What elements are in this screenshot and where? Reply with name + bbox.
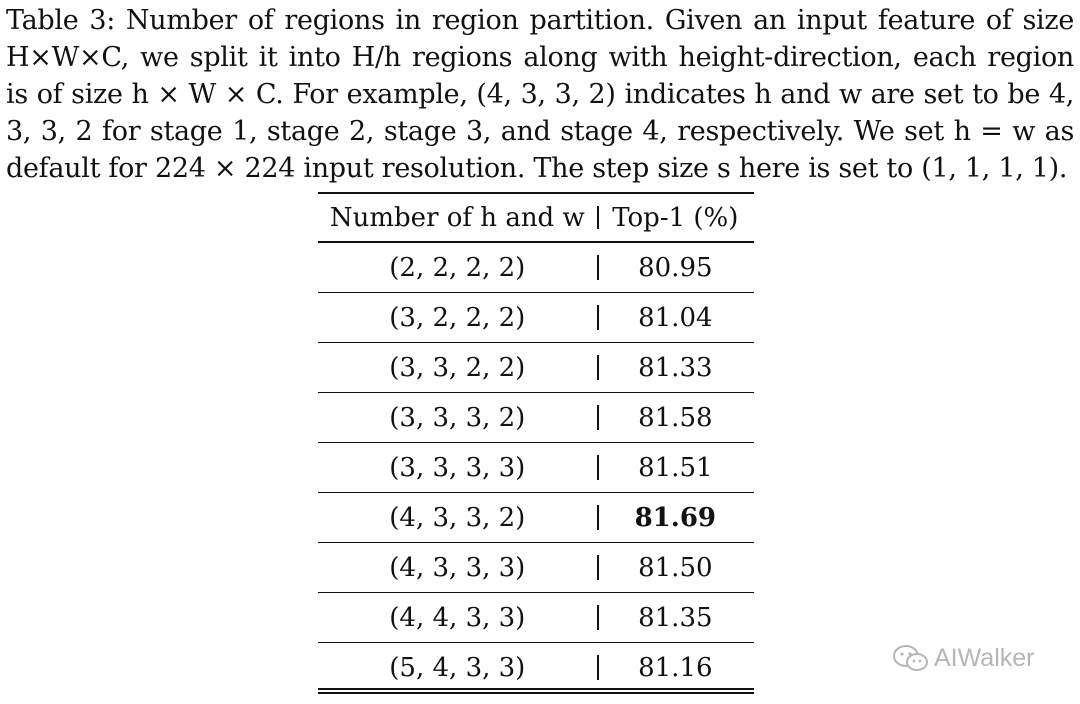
table-bottom-rule [318, 688, 754, 694]
caption-line: Table 3: Number of regions in region partition. Given an input feature of size [6, 5, 1074, 36]
table-row [318, 242, 754, 293]
caption-line: 3, 3, 2 for stage 1, stage 2, stage 3, and stage 4, respectively. We set h = w as [6, 116, 1074, 147]
table-row [318, 493, 754, 543]
wechat-icon [892, 644, 930, 672]
caption-line: is of size h × W × C. For example, (4, 3, 3, 2) indicates h and w are set to be 4, [6, 79, 1074, 110]
table-row [318, 393, 754, 443]
table-row [318, 543, 754, 593]
cell-top1: 81.16 [597, 643, 754, 693]
cell-config: (3, 3, 3, 3) [318, 443, 597, 493]
cell-top1: 81.04 [597, 293, 754, 343]
table-row [318, 593, 754, 643]
cell-config: (4, 3, 3, 3) [318, 543, 597, 593]
caption-line: default for 224 × 224 input resolution. The step size s here is set to (1, 1, 1, 1). [6, 153, 1068, 184]
table-header-row [318, 193, 754, 242]
results-table-container [318, 192, 754, 692]
cell-config: (3, 3, 2, 2) [318, 343, 597, 393]
table-row [318, 443, 754, 493]
table-row [318, 343, 754, 393]
cell-config: (2, 2, 2, 2) [318, 242, 597, 293]
watermark [892, 640, 1050, 676]
cell-config: (3, 3, 3, 2) [318, 393, 597, 443]
table-caption [6, 2, 1074, 187]
table-row [318, 293, 754, 343]
caption-line: H×W×C, we split it into H/h regions along with height-direction, each region [6, 42, 1074, 73]
watermark-text: AIWalker [934, 643, 1035, 672]
cell-config: (4, 4, 3, 3) [318, 593, 597, 643]
table-row [318, 643, 754, 693]
cell-top1: 80.95 [597, 242, 754, 293]
cell-top1: 81.58 [597, 393, 754, 443]
cell-config: (4, 3, 3, 2) [318, 493, 597, 543]
table-body [318, 242, 754, 692]
cell-top1: 81.35 [597, 593, 754, 643]
cell-top1: 81.33 [597, 343, 754, 393]
cell-config: (3, 2, 2, 2) [318, 293, 597, 343]
results-table [318, 192, 754, 692]
cell-top1: 81.50 [597, 543, 754, 593]
cell-top1: 81.69 [597, 493, 754, 543]
cell-config: (5, 4, 3, 3) [389, 652, 526, 683]
header-config: Number of h and w [318, 193, 597, 242]
cell-top1: 81.51 [597, 443, 754, 493]
header-top1: Top-1 (%) [597, 193, 754, 242]
